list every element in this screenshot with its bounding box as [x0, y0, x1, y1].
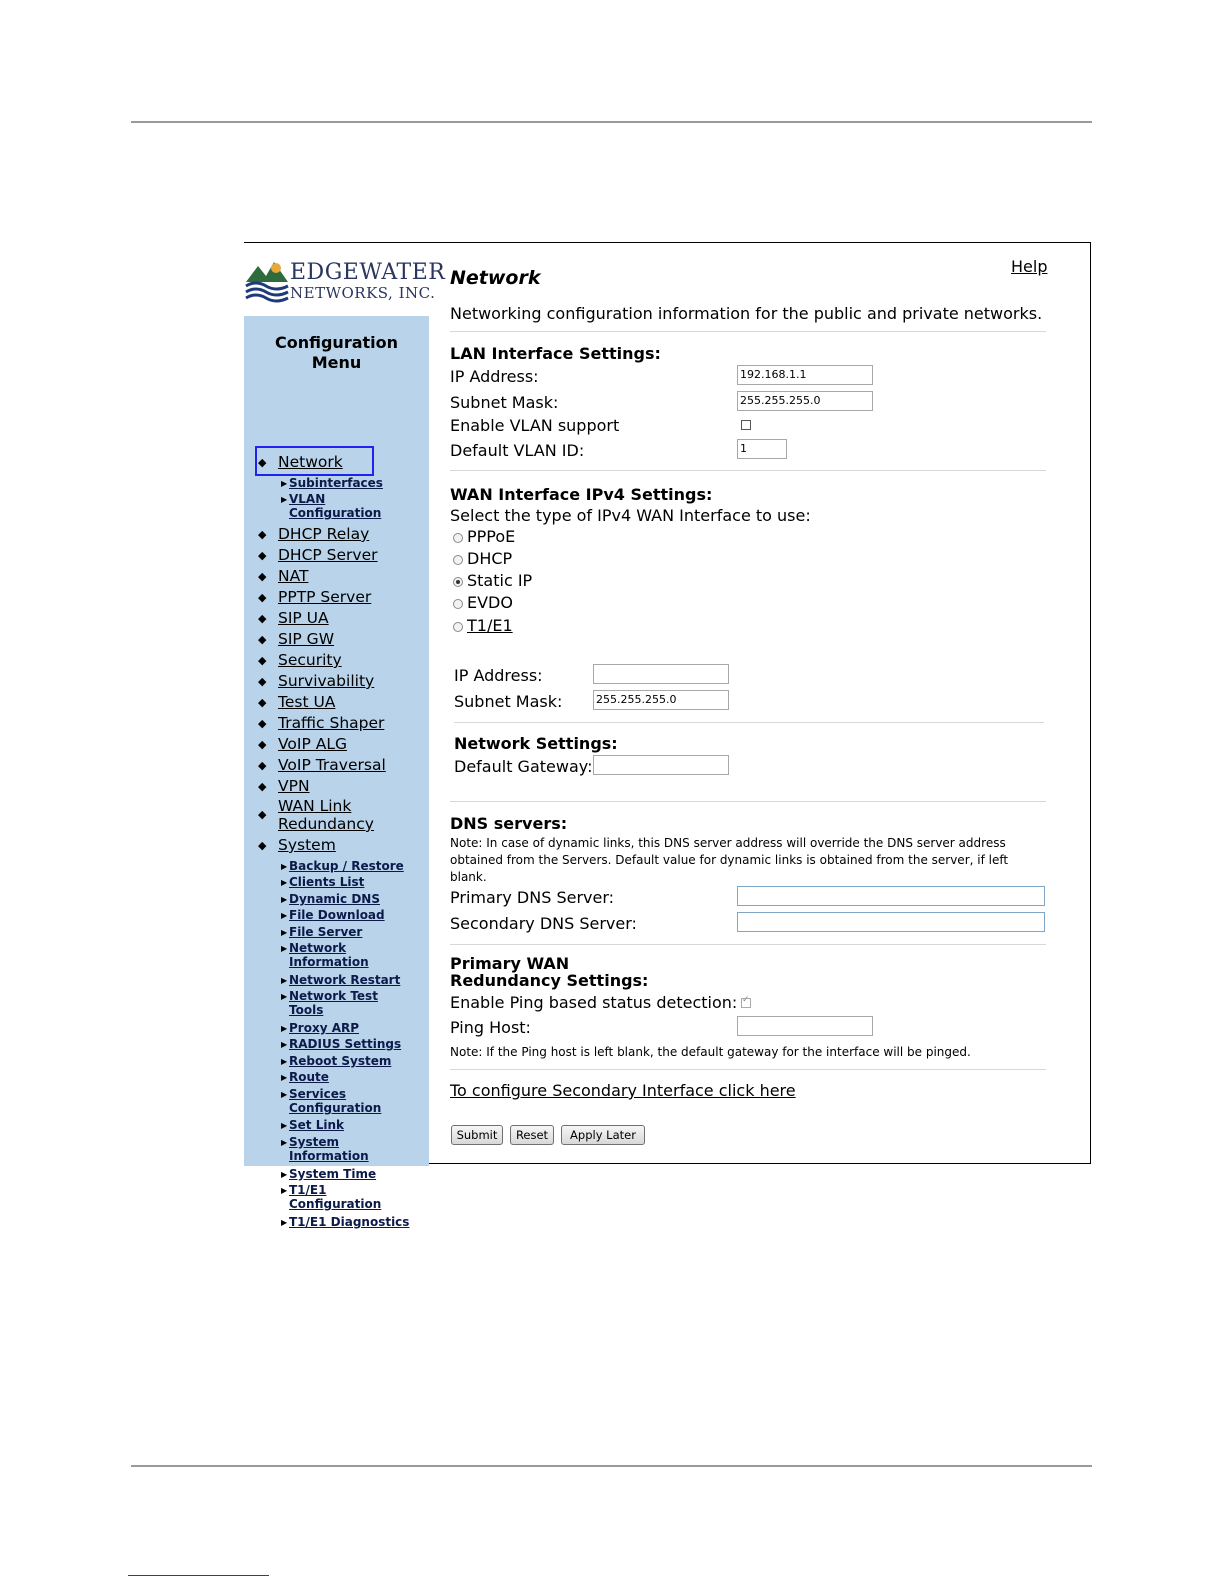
radio-icon[interactable] [453, 599, 463, 609]
submenu-system-time[interactable]: ▶ System Time [281, 1167, 377, 1181]
menu-item-sip-ua[interactable]: ◆ SIP UA [258, 609, 329, 627]
submenu-subinterfaces[interactable]: ▶ Subinterfaces [281, 476, 383, 490]
menu-item-nat[interactable]: ◆ NAT [258, 567, 309, 585]
footer-rule [131, 1465, 1092, 1467]
submenu-network-test-tools[interactable]: ▶ Network Test Tools [281, 989, 378, 1017]
submenu-backup-restore[interactable]: ▶ Backup / Restore [281, 859, 404, 873]
page-title: Network [450, 267, 541, 289]
divider [450, 944, 1046, 945]
dns-note: Note: In case of dynamic links, this DNS server address will override the DNS server address obtained from the Servers. Default value for dynamic links is obtained from the server, if left blank. [450, 836, 1009, 884]
redundancy-heading: Primary WAN Redundancy Settings: [450, 954, 649, 990]
submenu-set-link[interactable]: ▶ Set Link [281, 1118, 344, 1132]
submenu-network-restart[interactable]: ▶ Network Restart [281, 973, 401, 987]
vlan-support-checkbox[interactable] [741, 420, 751, 430]
page-description: Networking configuration information for the public and private networks. [450, 304, 1043, 323]
menu-item-traffic-shaper[interactable]: ◆ Traffic Shaper [258, 714, 385, 732]
divider [450, 1069, 1046, 1070]
menu-item-test-ua[interactable]: ◆ Test UA [258, 693, 336, 711]
submenu-system-information[interactable]: ▶ System Information [281, 1135, 369, 1163]
menu-item-network[interactable]: ◆ Network [258, 453, 343, 471]
help-link[interactable]: Help [1011, 257, 1048, 276]
menu-item-system[interactable]: ◆ System [258, 836, 336, 854]
primary-dns-label: Primary DNS Server: [450, 888, 615, 907]
divider [450, 470, 1046, 471]
dns-heading: DNS servers: [450, 814, 568, 833]
radio-pppoe[interactable]: PPPoE [453, 527, 515, 546]
vlan-id-input[interactable]: 1 [737, 439, 787, 459]
ping-enable-label: Enable Ping based status detection: [450, 993, 738, 1012]
submenu-file-server[interactable]: ▶ File Server [281, 925, 363, 939]
submenu-route[interactable]: ▶ Route [281, 1070, 329, 1084]
submenu-clients-list[interactable]: ▶ Clients List [281, 875, 365, 889]
menu-item-dhcp-relay[interactable]: ◆ DHCP Relay [258, 525, 370, 543]
menu-item-sip-gw[interactable]: ◆ SIP GW [258, 630, 335, 648]
network-settings-heading: Network Settings: [454, 734, 618, 753]
menu-item-survivability[interactable]: ◆ Survivability [258, 672, 375, 690]
radio-t1e1[interactable]: T1/E1 [453, 616, 513, 635]
config-sidebar [244, 316, 429, 1229]
radio-dhcp[interactable]: DHCP [453, 549, 512, 568]
secondary-dns-input[interactable] [737, 912, 1045, 932]
lan-heading: LAN Interface Settings: [450, 344, 661, 363]
lan-ip-input[interactable]: 192.168.1.1 [737, 365, 873, 385]
radio-icon[interactable] [453, 622, 463, 632]
menu-title: Configuration Menu [274, 333, 399, 372]
wan-mask-label: Subnet Mask: [454, 692, 563, 711]
submenu-services-configuration[interactable]: ▶ Services Configuration [281, 1087, 382, 1115]
submenu-proxy-arp[interactable]: ▶ Proxy ARP [281, 1021, 360, 1035]
lan-ip-label: IP Address: [450, 367, 539, 386]
submit-button[interactable]: Submit [451, 1125, 503, 1145]
wan-heading: WAN Interface IPv4 Settings: [450, 485, 713, 504]
submenu-file-download[interactable]: ▶ File Download [281, 908, 385, 922]
divider [454, 722, 1044, 723]
radio-icon[interactable] [453, 533, 463, 543]
screenshot-frame [244, 242, 1091, 1229]
gateway-label: Default Gateway: [454, 757, 593, 776]
secondary-interface-link[interactable]: To configure Secondary Interface click here [450, 1081, 796, 1100]
wan-prompt: Select the type of IPv4 WAN Interface to use: [450, 506, 811, 525]
ping-host-label: Ping Host: [450, 1018, 531, 1037]
menu-item-security[interactable]: ◆ Security [258, 651, 342, 669]
radio-static-ip[interactable]: Static IP [453, 571, 532, 590]
logo-line1: EDGEWATER [290, 260, 446, 285]
secondary-dns-label: Secondary DNS Server: [450, 914, 637, 933]
wan-ip-label: IP Address: [454, 666, 543, 685]
radio-evdo[interactable]: EVDO [453, 593, 513, 612]
submenu-network-information[interactable]: ▶ Network Information [281, 941, 369, 969]
divider [450, 331, 1046, 332]
menu-item-voip-alg[interactable]: ◆ VoIP ALG [258, 735, 347, 753]
radio-icon[interactable] [453, 555, 463, 565]
footer-link-underline [128, 1575, 269, 1576]
menu-item-vpn[interactable]: ◆ VPN [258, 777, 310, 795]
ping-note: Note: If the Ping host is left blank, the default gateway for the interface will be pinged. [450, 1045, 971, 1059]
lan-mask-input[interactable]: 255.255.255.0 [737, 391, 873, 411]
divider [450, 801, 1046, 802]
submenu-reboot-system[interactable]: ▶ Reboot System [281, 1054, 392, 1068]
gateway-input[interactable] [593, 755, 729, 775]
reset-button[interactable]: Reset [510, 1125, 554, 1145]
menu-item-dhcp-server[interactable]: ◆ DHCP Server [258, 546, 378, 564]
radio-selected-icon[interactable] [453, 577, 463, 587]
lan-mask-label: Subnet Mask: [450, 393, 559, 412]
vlan-id-label: Default VLAN ID: [450, 441, 585, 460]
logo-line2: NETWORKS, INC. [290, 284, 436, 302]
wan-ip-input[interactable] [593, 664, 729, 684]
menu-item-voip-traversal[interactable]: ◆ VoIP Traversal [258, 756, 386, 774]
logo-mountain-icon [246, 258, 288, 302]
submenu-t1e1-diagnostics[interactable]: ▶ T1/E1 Diagnostics [281, 1215, 410, 1229]
submenu-radius-settings[interactable]: ▶ RADIUS Settings [281, 1037, 402, 1051]
menu-item-pptp-server[interactable]: ◆ PPTP Server [258, 588, 372, 606]
submenu-dynamic-dns[interactable]: ▶ Dynamic DNS [281, 892, 380, 906]
vlan-support-label: Enable VLAN support [450, 416, 620, 435]
edgewater-logo [246, 258, 446, 308]
wan-mask-input[interactable]: 255.255.255.0 [593, 690, 729, 710]
menu-item-wan-link-redundancy[interactable]: ◆ WAN Link Redundancy [258, 797, 374, 833]
submenu-vlan-configuration[interactable]: ▶ VLAN Configuration [281, 492, 382, 520]
submenu-t1e1-configuration[interactable]: ▶ T1/E1 Configuration [281, 1183, 382, 1211]
ping-enable-checkbox[interactable] [741, 998, 751, 1008]
apply-later-button[interactable]: Apply Later [561, 1125, 645, 1145]
header-rule [131, 121, 1092, 123]
primary-dns-input[interactable] [737, 886, 1045, 906]
ping-host-input[interactable] [737, 1016, 873, 1036]
